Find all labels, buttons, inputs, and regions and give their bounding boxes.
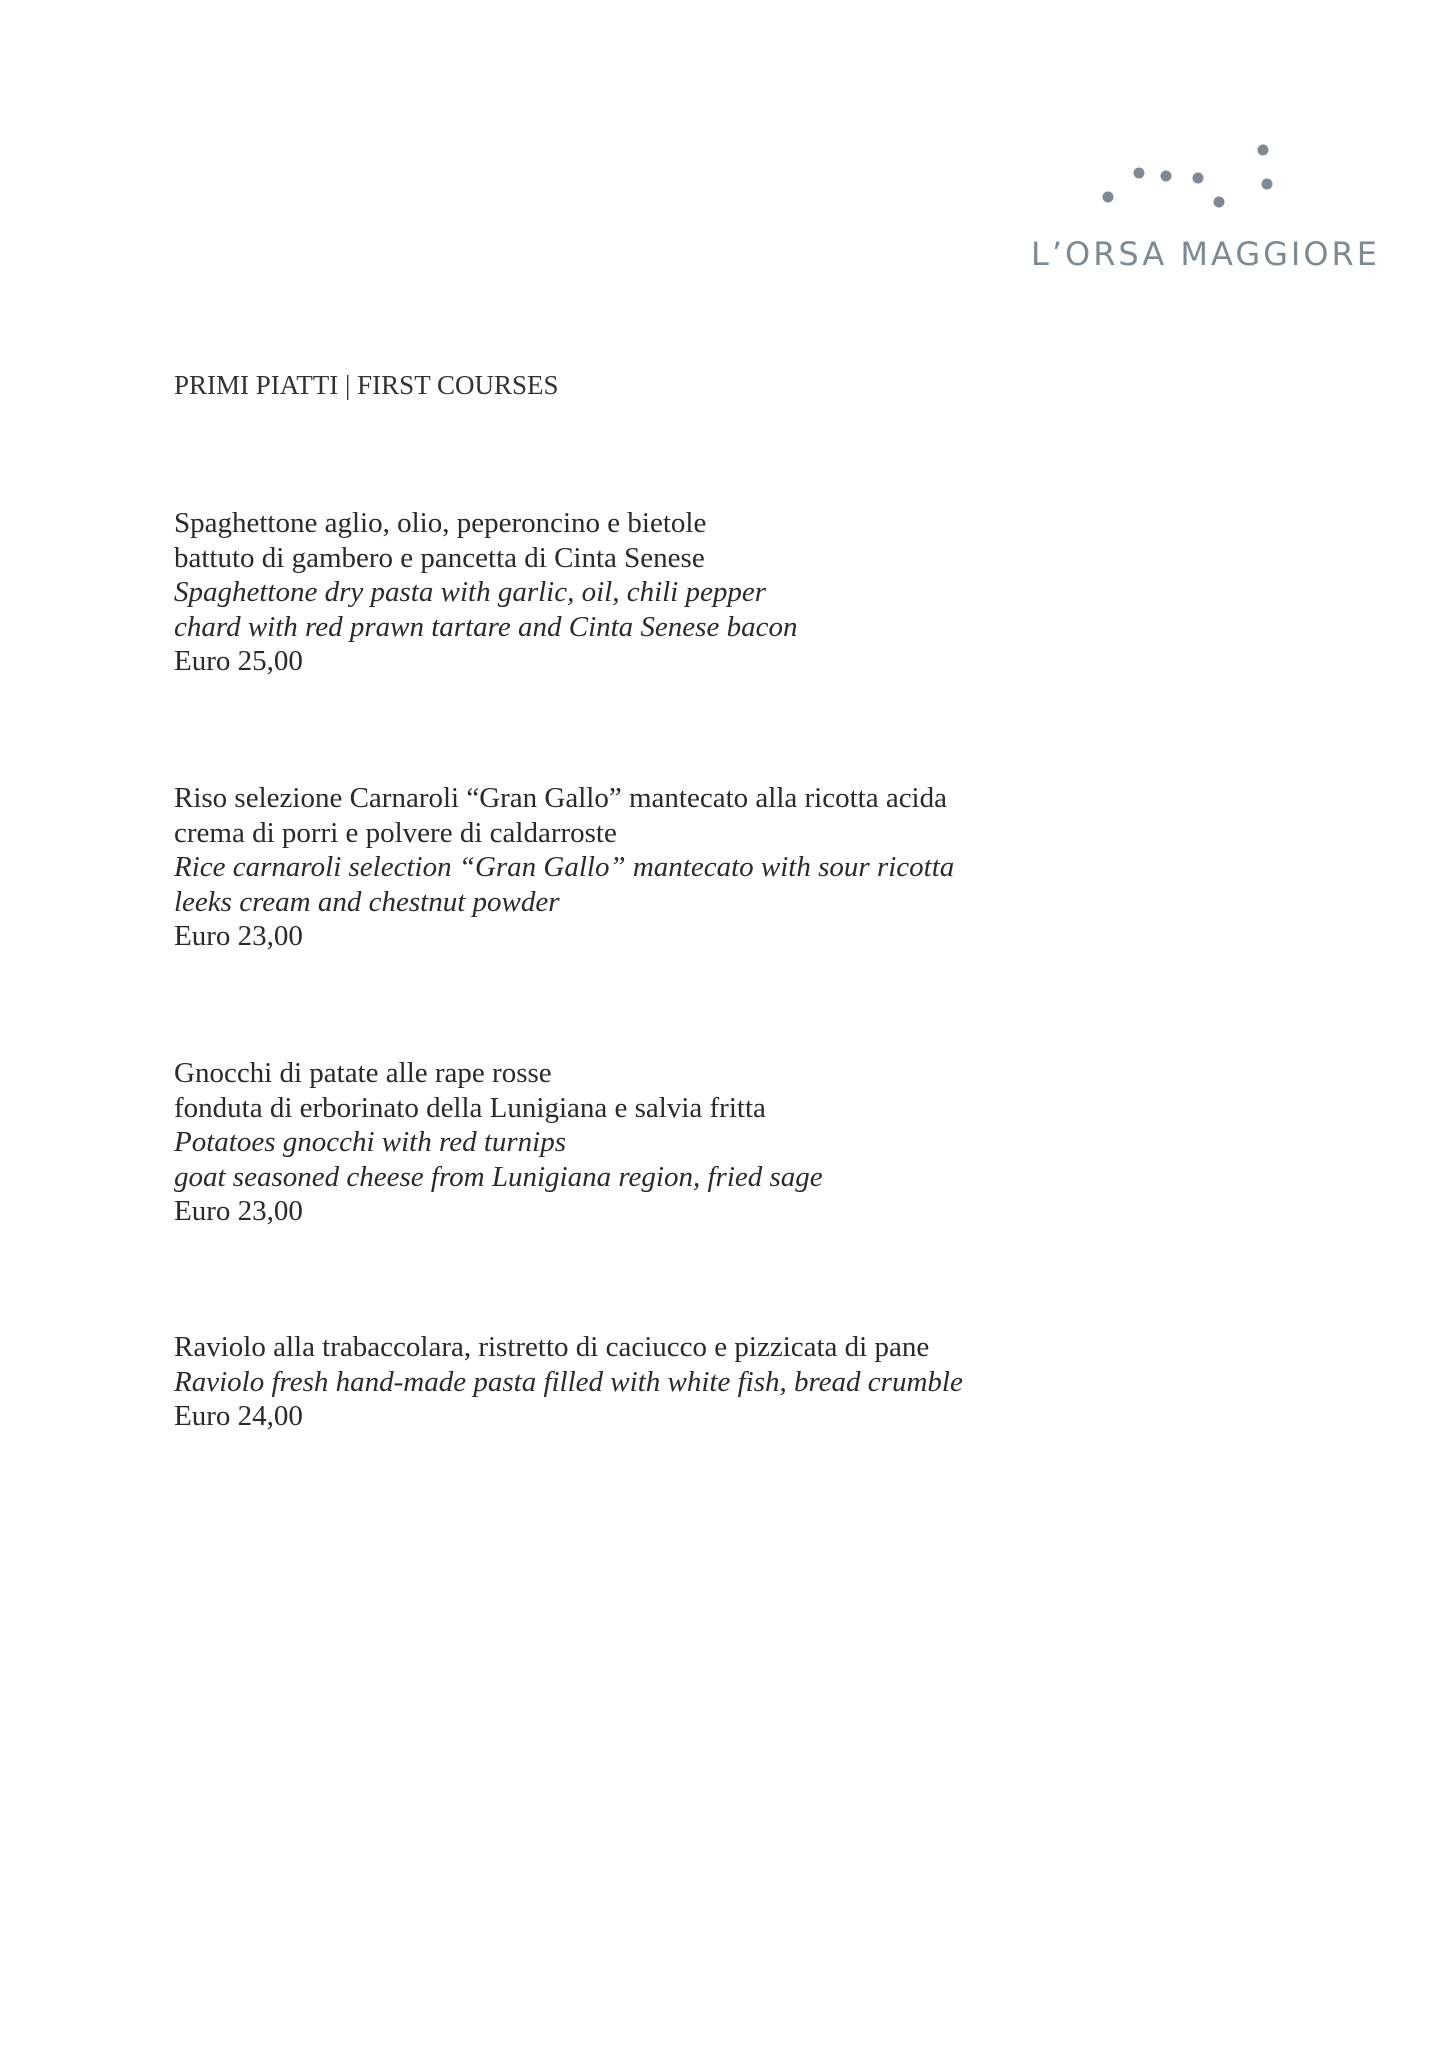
dish-italian-description: battuto di gambero e pancetta di Cinta Senese xyxy=(174,541,705,574)
dish-english-name: Rice carnaroli selection “Gran Gallo” mantecato with sour ricotta xyxy=(174,851,955,883)
menu-item xyxy=(174,1330,963,1434)
dish-english-name: Spaghettone dry pasta with garlic, oil, chili pepper xyxy=(174,576,767,608)
dish-price: Euro 23,00 xyxy=(174,920,303,952)
menu-item xyxy=(174,781,954,954)
dish-english-description: goat seasoned cheese from Lunigiana region, fried sage xyxy=(174,1160,823,1193)
dish-english-description: chard with red prawn tartare and Cinta Senese bacon xyxy=(174,610,798,643)
dish-italian-description: crema di porri e polvere di caldarroste xyxy=(174,816,617,849)
dish-italian-name: Gnocchi di patate alle rape rosse xyxy=(174,1057,552,1089)
menu-item xyxy=(174,1056,823,1229)
section-title: PRIMI PIATTI | FIRST COURSES xyxy=(174,370,559,400)
dish-price: Euro 23,00 xyxy=(174,1195,303,1227)
dish-italian-name: Riso selezione Carnaroli “Gran Gallo” mantecato alla ricotta acida xyxy=(174,782,947,814)
dish-english-description: leeks cream and chestnut powder xyxy=(174,885,560,918)
restaurant-logo xyxy=(1000,135,1380,285)
dish-italian-name: Raviolo alla trabaccolara, ristretto di caciucco e pizzicata di pane xyxy=(174,1331,930,1363)
dish-italian-name: Spaghettone aglio, olio, peperoncino e bietole xyxy=(174,507,707,539)
dish-price: Euro 25,00 xyxy=(174,645,303,677)
constellation-icon xyxy=(1000,135,1380,225)
menu-item xyxy=(174,506,797,679)
dish-italian-description: fonduta di erborinato della Lunigiana e salvia fritta xyxy=(174,1091,766,1124)
dish-english-name: Potatoes gnocchi with red turnips xyxy=(174,1126,567,1158)
restaurant-name: L’ORSA MAGGIORE xyxy=(1031,235,1380,273)
dish-english-name: Raviolo fresh hand-made pasta filled with white fish, bread crumble xyxy=(174,1365,963,1398)
dish-price: Euro 24,00 xyxy=(174,1400,303,1432)
